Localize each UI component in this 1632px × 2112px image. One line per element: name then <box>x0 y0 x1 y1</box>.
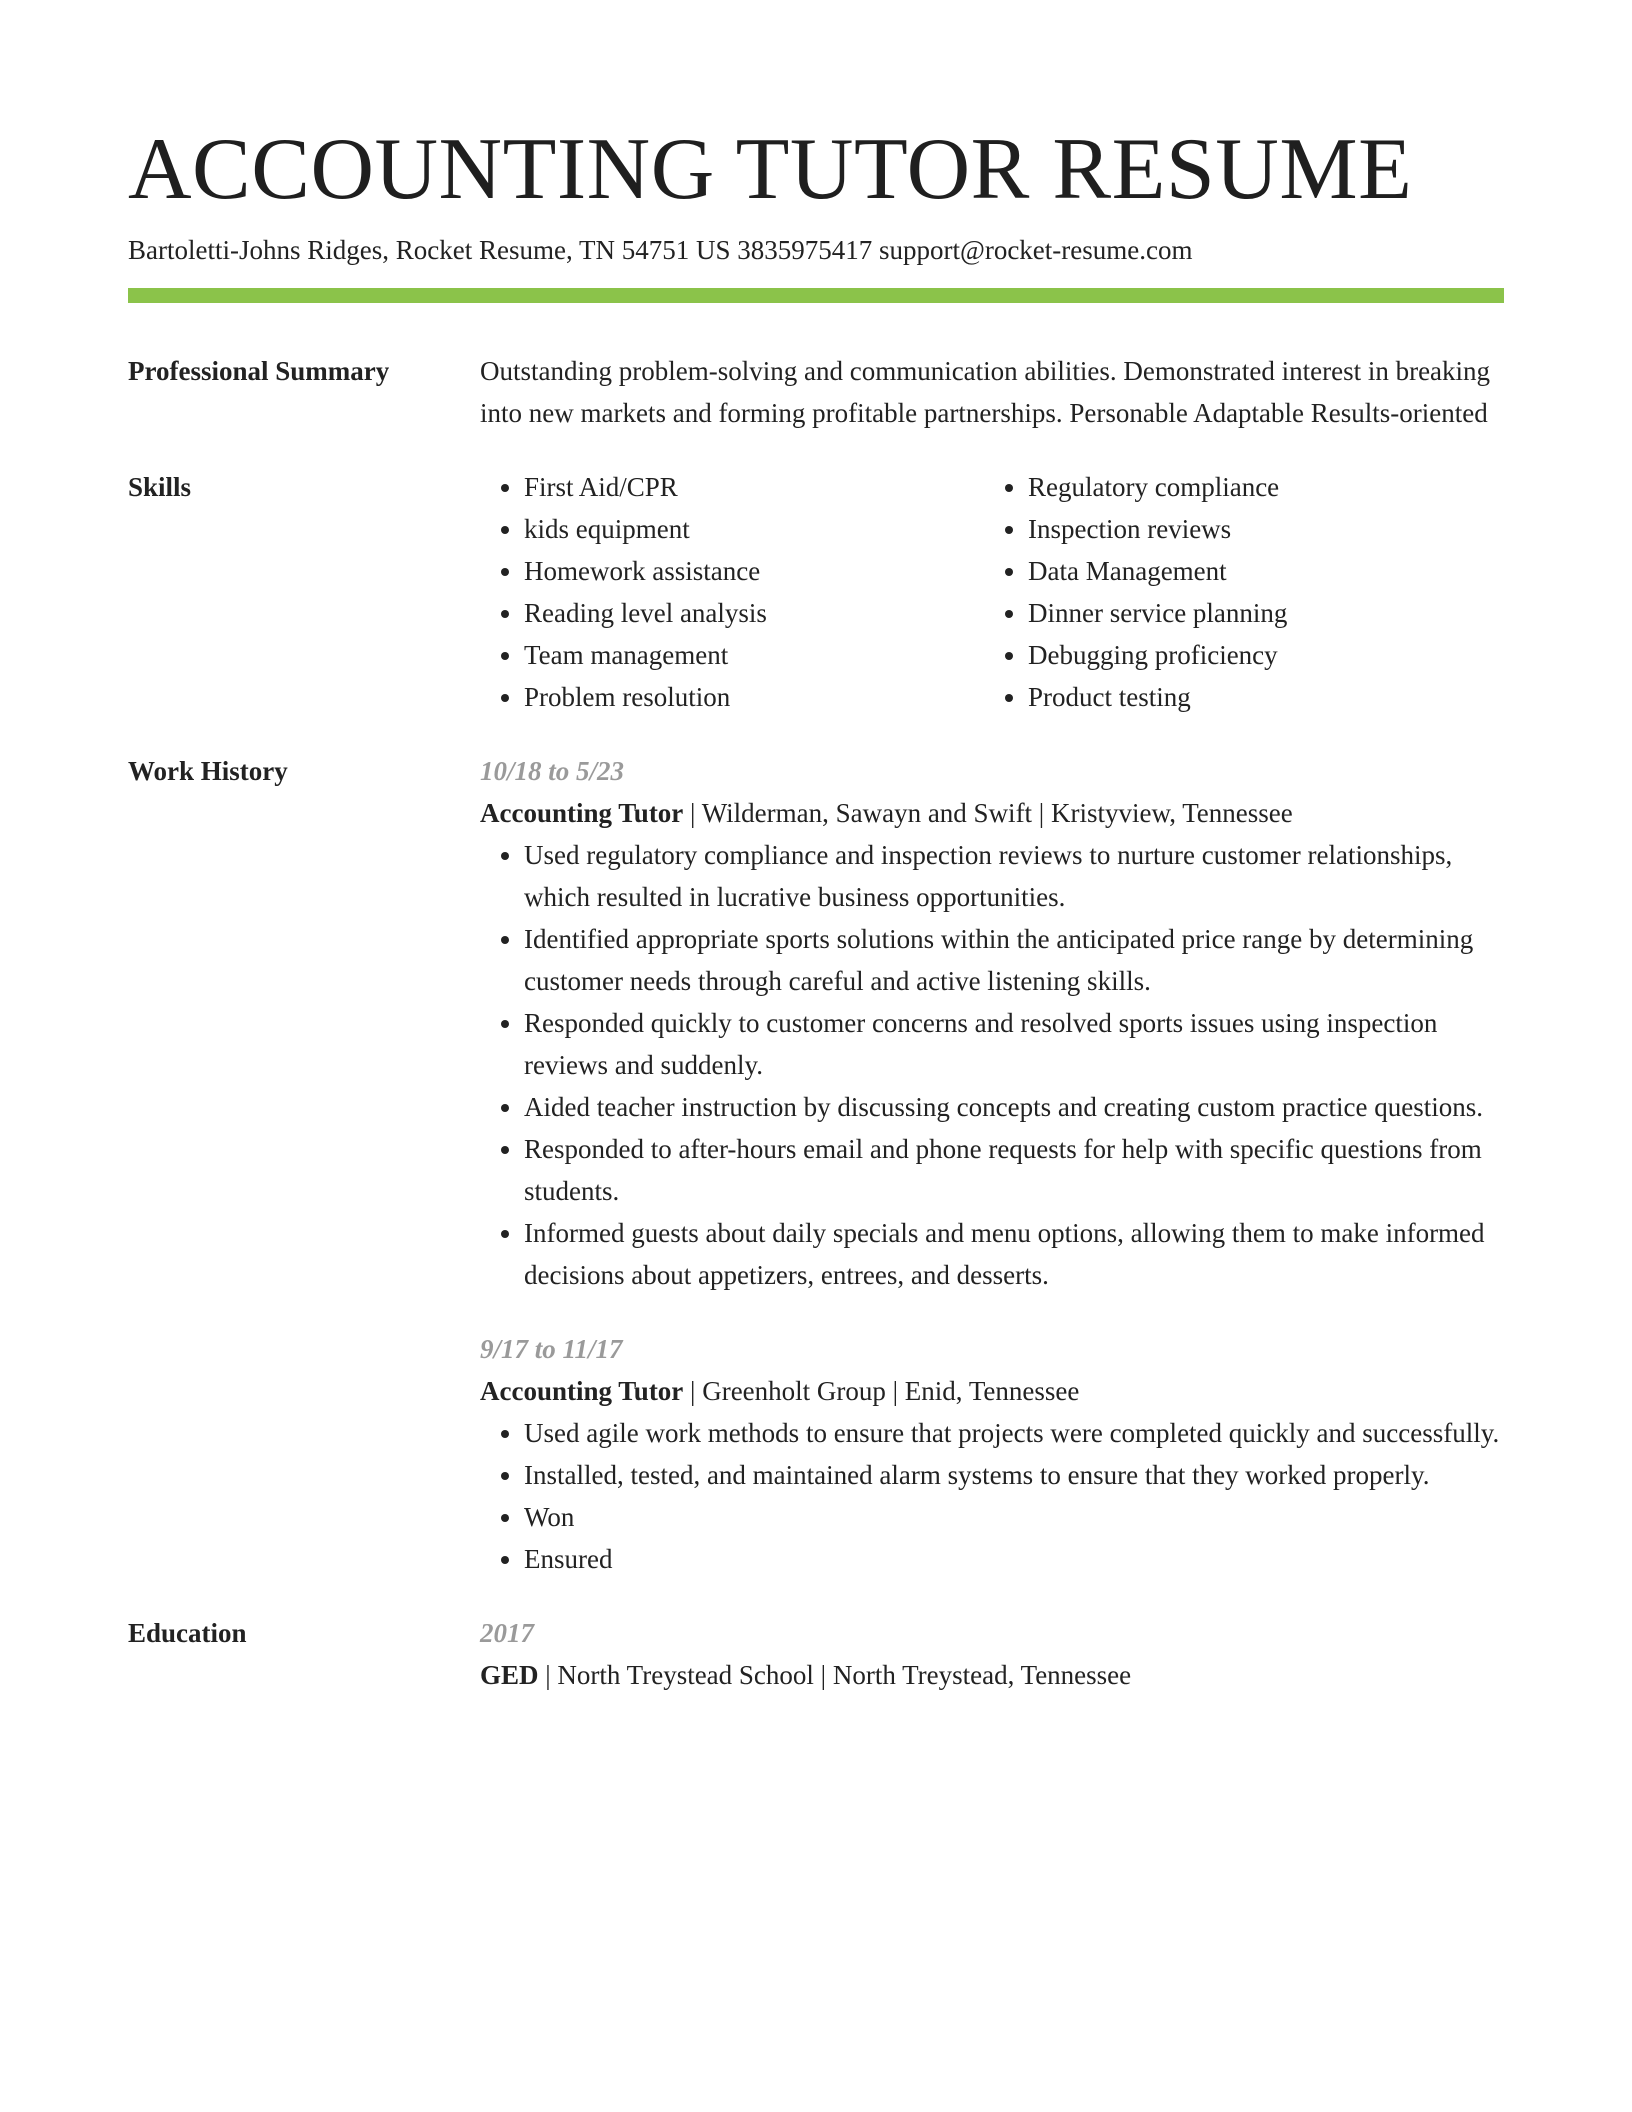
job-bullet: • Used agile work methods to ensure that projects were completed quickly and successfully. <box>524 1412 1504 1454</box>
skills-list-left <box>480 466 984 718</box>
job-title-line <box>480 1370 1504 1412</box>
contact-line: Bartoletti-Johns Ridges, Rocket Resume, TN 54751 US 3835975417 support@rocket-resume.com <box>128 235 1193 265</box>
job-bullet: • Installed, tested, and maintained alarm systems to ensure that they worked properly. <box>524 1454 1504 1496</box>
skill-item: • Team management <box>524 634 984 676</box>
skills-list-right <box>984 466 1488 718</box>
skill-item: • Product testing <box>1028 676 1488 718</box>
job-title-line <box>480 792 1504 834</box>
skills-columns <box>480 466 1504 718</box>
job-bullets <box>480 1412 1504 1580</box>
header-divider <box>128 288 1504 303</box>
job-details: | Greenholt Group | Enid, Tennessee <box>683 1376 1080 1406</box>
skills-label: Skills <box>128 472 192 502</box>
job-bullet: • Ensured <box>524 1538 1504 1580</box>
job-bullet: • Informed guests about daily specials and menu options, allowing them to make informed decisions about appetizers, entrees, and desserts. <box>524 1212 1504 1296</box>
job-date: 9/17 to 11/17 <box>480 1334 623 1364</box>
job-bullet: • Identified appropriate sports solutions within the anticipated price range by determining customer needs through careful and active listening skills. <box>524 918 1504 1002</box>
skill-item: • Regulatory compliance <box>1028 466 1488 508</box>
job-bullets <box>480 834 1504 1296</box>
work-history-section <box>128 750 1504 1580</box>
job-role: Accounting Tutor <box>480 1376 684 1406</box>
education-details: | North Treystead School | North Treystead, Tennessee <box>538 1660 1132 1690</box>
skill-item: • Homework assistance <box>524 550 984 592</box>
job-bullet: • Aided teacher instruction by discussing concepts and creating custom practice questions. <box>524 1086 1504 1128</box>
job-bullet: • Used regulatory compliance and inspection reviews to nurture customer relationships, which resulted in lucrative business opportunities. <box>524 834 1504 918</box>
job-bullet: • Responded to after-hours email and phone requests for help with specific questions from students. <box>524 1128 1504 1212</box>
job-bullet: • Responded quickly to customer concerns and resolved sports issues using inspection reviews and suddenly. <box>524 1002 1504 1086</box>
skill-item: • Debugging proficiency <box>1028 634 1488 676</box>
education-section <box>128 1612 1504 1696</box>
skill-item: • Reading level analysis <box>524 592 984 634</box>
job-details: | Wilderman, Sawayn and Swift | Kristyview, Tennessee <box>683 798 1293 828</box>
skills-section <box>128 466 1504 718</box>
education-date: 2017 <box>480 1618 534 1648</box>
job-date: 10/18 to 5/23 <box>480 756 625 786</box>
job-role: Accounting Tutor <box>480 798 684 828</box>
skill-item: • Data Management <box>1028 550 1488 592</box>
skill-item: • Dinner service planning <box>1028 592 1488 634</box>
resume-title: ACCOUNTING TUTOR RESUME <box>128 121 1413 218</box>
education-degree: GED <box>480 1660 539 1690</box>
education-label: Education <box>128 1618 247 1648</box>
summary-label: Professional Summary <box>128 356 390 386</box>
skill-item: • Problem resolution <box>524 676 984 718</box>
work-history-label: Work History <box>128 756 288 786</box>
job-bullet: • Won <box>524 1496 1504 1538</box>
education-line <box>480 1654 1504 1696</box>
resume-page <box>128 120 1504 1696</box>
skill-item: • First Aid/CPR <box>524 466 984 508</box>
summary-section <box>128 350 1504 434</box>
skill-item: • Inspection reviews <box>1028 508 1488 550</box>
skill-item: • kids equipment <box>524 508 984 550</box>
job-entry <box>480 1328 1504 1580</box>
summary-text: Outstanding problem-solving and communication abilities. Demonstrated interest in breaking into new markets and forming profitable partnerships. Personable Adaptable Results-oriented <box>480 356 1491 428</box>
job-entry <box>480 750 1504 1296</box>
